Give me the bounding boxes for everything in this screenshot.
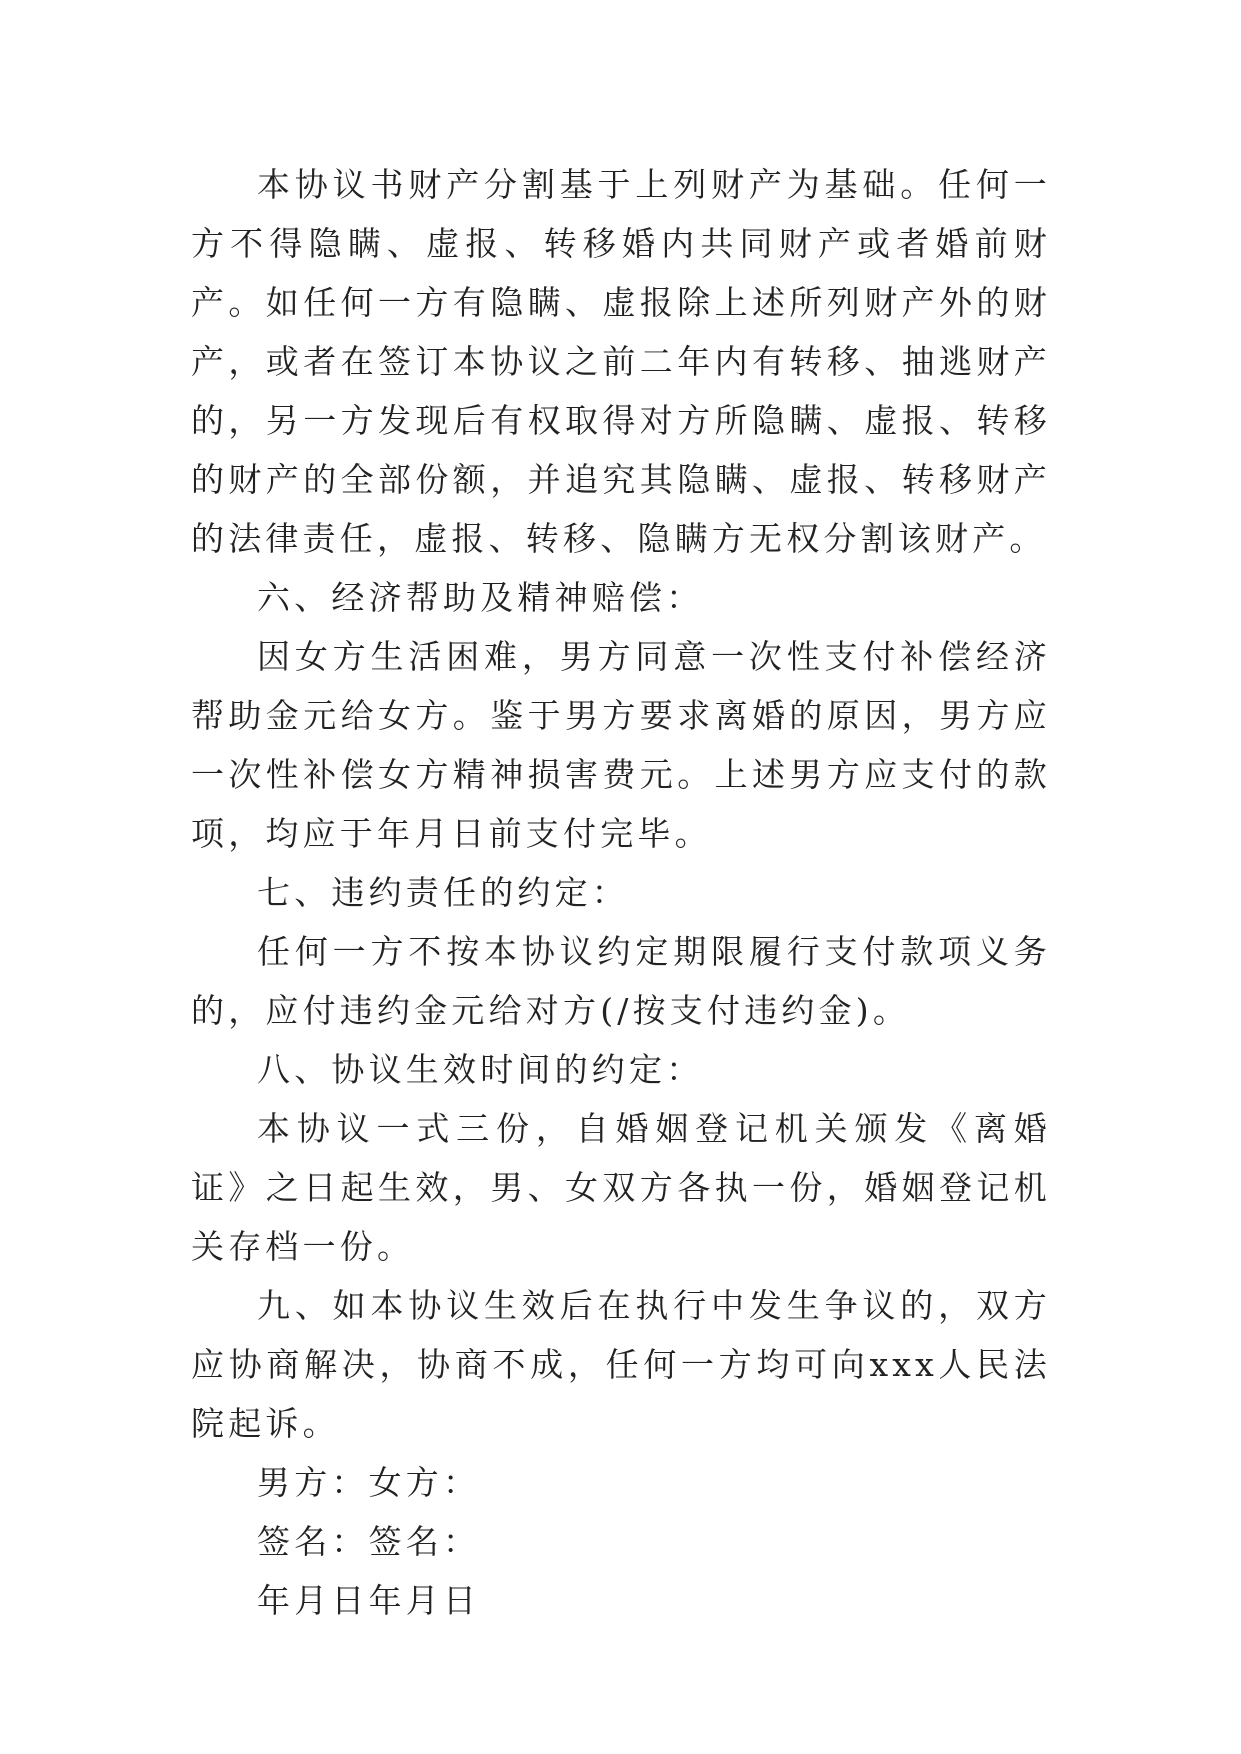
paragraph-economic-aid: 因女方生活困难，男方同意一次性支付补偿经济帮助金元给女方。鉴于男方要求离婚的原因，男方应一次性补偿女方精神损害费元。上述男方应支付的款项，均应于年月日前支付完毕。 xyxy=(191,637,1051,853)
section-heading-breach-liability: 七、违约责任的约定： xyxy=(257,873,629,912)
paragraph-dispute-resolution: 九、如本协议生效后在执行中发生争议的，双方应协商解决，协商不成，任何一方均可向xxx人民法院起诉。 xyxy=(191,1286,1051,1443)
signature-sign-line: 签名：签名： xyxy=(257,1522,481,1561)
paragraph-property-division: 本协议书财产分割基于上列财产为基础。任何一方不得隐瞒、虚报、转移婚内共同财产或者婚前财产。如任何一方有隐瞒、虚报除上述所列财产外的财产，或者在签订本协议之前二年内有转移、抽逃财产的，另一方发现后有权取得对方所隐瞒、虚报、转移的财产的全部份额，并追究其隐瞒、虚报、转移财产的法律责任，虚报、转移、隐瞒方无权分割该财产。 xyxy=(191,165,1051,558)
paragraph-effective-time: 本协议一式三份，自婚姻登记机关颁发《离婚证》之日起生效，男、女双方各执一份，婚姻登记机关存档一份。 xyxy=(191,1109,1051,1266)
paragraph-breach-liability: 任何一方不按本协议约定期限履行支付款项义务的，应付违约金元给对方(/按支付违约金)。 xyxy=(191,932,1051,1030)
document-body xyxy=(191,155,1051,1630)
section-heading-economic-aid: 六、经济帮助及精神赔偿： xyxy=(257,578,704,617)
section-heading-effective-time: 八、协议生效时间的约定： xyxy=(257,1050,704,1089)
signature-date-line: 年月日年月日 xyxy=(257,1581,481,1620)
signature-parties-line: 男方：女方： xyxy=(257,1463,481,1502)
